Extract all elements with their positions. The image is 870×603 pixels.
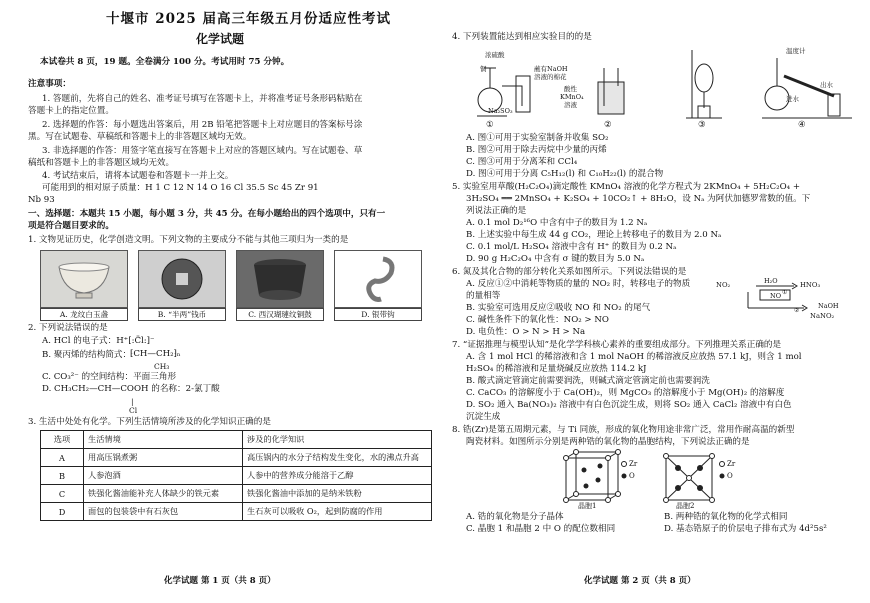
q6-option-d: D. 电负性：O > N > H > Na (466, 327, 586, 337)
q7-stem: 7. “证据推理与模型认知”是化学学科核心素养的重要组成部分。下列推理关系正确的是 (452, 340, 782, 350)
table-header-cell: 涉及的化学知识 (243, 431, 432, 449)
figure-label-4: ④ (798, 120, 806, 130)
q1-option-b: B. “半两”钱币 (138, 308, 226, 321)
table-header-row (41, 431, 432, 449)
table-cell: 生石灰可以吸收 O₂，起到防腐的作用 (243, 503, 432, 521)
table-cell: 高压锅内的水分子结构发生变化，水的沸点升高 (243, 449, 432, 467)
exam-title: 十堰市 2025 届高三年级五月份适应性考试 (106, 11, 391, 27)
footer-page-2: 化学试题 第 2 页（共 8 页） (584, 576, 696, 586)
label-kmno4: KMnO₄ (560, 93, 584, 101)
table-cell: 用高压锅煮粥 (84, 449, 243, 467)
label-copper: 铜 (480, 65, 487, 73)
chlorine-branch: | (131, 397, 134, 406)
diagram-reaction-2: ② (794, 307, 800, 314)
q2-option-b: B. 聚丙烯的结构简式： (42, 350, 132, 360)
section-heading: 项是符合题目要求的。 (28, 221, 114, 231)
polypropylene-ch3: CH₃ (154, 362, 170, 371)
notice-line: 1. 答题前，先将自己的姓名、准考证号填写在答题卡上，并将准考证号条形码粘贴在 (42, 94, 363, 104)
polypropylene-formula: ⁅CH—CH₂⁆ₙ (130, 349, 181, 359)
q8-stem: 8. 锆(Zr)是第五周期元素，与 Ti 同族，形成的氧化物用途非常广泛，常用作耐高温的新型 (452, 425, 795, 435)
coin-image (138, 250, 226, 308)
jade-bowl-image (40, 250, 128, 308)
table-cell: 铁强化酱油能补充人体缺少的铁元素 (84, 485, 243, 503)
q1-option-a: A. 龙纹白玉盏 (40, 308, 128, 321)
chlorine-label: Cl (129, 406, 138, 415)
q7-option-d: D. SO₂ 通入 Ba(NO₃)₂ 溶液中有白色沉淀生成，则将 SO₂ 通入 CaCl₂ 溶液中有白色 (466, 400, 792, 410)
left-page (28, 0, 436, 603)
q5-option-d: D. 90 g H₂C₂O₄ 中含有 σ 键的数目为 5.0 Nₐ (466, 254, 645, 264)
q2-option-d: D. CH₃CH₂—CH—COOH 的名称：2-氯丁酸 (42, 384, 220, 394)
subject-title: 化学试题 (196, 32, 245, 46)
table-cell: 人参泡酒 (84, 467, 243, 485)
label-water-out: 出水 (820, 81, 833, 89)
label-solution: 溶液 (564, 101, 577, 109)
q2-option-c: C. CO₃²⁻ 的空间结构：平面三角形 (42, 372, 177, 382)
exam-info: 本试卷共 8 页，19 题。全卷满分 100 分。考试用时 75 分钟。 (40, 57, 290, 67)
table-header-cell: 生活情境 (84, 431, 243, 449)
atomic-mass-line: Nb 93 (28, 195, 55, 205)
notice-heading: 注意事项： (28, 79, 71, 89)
legend-o-1: O (629, 472, 635, 480)
q3-table (40, 430, 432, 521)
table-cell: B (41, 467, 84, 485)
q8-option-c: C. 晶胞 1 和晶胞 2 中 O 的配位数相同 (466, 524, 616, 534)
table-row (41, 503, 432, 521)
q8-option-b: B. 两种锆的氧化物的化学式相同 (664, 512, 788, 522)
notice-line: 稿纸和答题卡上的非答题区域均无效。 (28, 158, 175, 168)
cell-2-label: 晶胞2 (676, 502, 695, 510)
q8-option-a: A. 锆的氧化物是分子晶体 (466, 512, 564, 522)
label-conc-sulfuric: 浓硫酸 (485, 51, 505, 59)
figure-label-2: ② (604, 120, 612, 130)
q1-option-c: C. 西汉瑚璉纹铜鼓 (236, 308, 324, 321)
q6-option-a-cont: 的量相等 (466, 291, 501, 301)
diagram-no2: NO₂ (716, 281, 731, 289)
legend-o-2: O (727, 472, 733, 480)
q4-option-c: C. 图③可用于分离苯和 CCl₄ (466, 157, 578, 167)
notice-line: 3. 非选择题的作答：用签字笔直接写在答题卡上对应的答题区域内。写在试题卷、草 (42, 146, 363, 156)
label-naoh-cotton-2: 溶液的棉花 (534, 73, 567, 81)
table-cell: C (41, 485, 84, 503)
footer-page-1: 化学试题 第 1 页（共 8 页） (164, 576, 276, 586)
label-thermometer: 温度计 (786, 47, 806, 55)
q6-option-b: B. 实验室可选用反应②吸收 NO 和 NO₂ 的尾气 (466, 303, 651, 313)
q5-option-b: B. 上述实验中每生成 44 g CO₂，理论上转移电子的数目为 2.0 Nₐ (466, 230, 722, 240)
table-row (41, 485, 432, 503)
q5-option-c: C. 0.1 mol/L H₂SO₄ 溶液中含有 H⁺ 的数目为 0.2 Nₐ (466, 242, 677, 252)
q3-stem: 3. 生活中处处有化学。下列生活情境所涉及的化学知识正确的是 (28, 417, 271, 427)
notice-line: 答题卡上的指定位置。 (28, 106, 114, 116)
q1-option-d: D. 银带钩 (334, 308, 422, 321)
diagram-no: NO (770, 292, 782, 300)
q8-stem-cont: 陶瓷材料。如图所示分别是两种锆的氧化物的晶胞结构，下列说法正确的是 (466, 437, 750, 447)
legend-zr-1: Zr (629, 460, 638, 468)
q7-option-b: B. 酸式滴定管滴定前需要润洗，则碱式滴定管滴定前也需要润洗 (466, 376, 710, 386)
diagram-reaction-1: ① (782, 289, 788, 296)
label-na2so3: Na₂SO₃ (488, 107, 513, 115)
right-page (452, 0, 860, 603)
legend-zr-2: Zr (727, 460, 736, 468)
q5-line: 列说法正确的是 (466, 206, 527, 216)
q7-option-d-cont: 沉淀生成 (466, 412, 501, 422)
table-cell: 铁强化酱油中添加的是纳米铁粉 (243, 485, 432, 503)
notice-line: 4. 考试结束后，请将本试题卷和答题卡一并上交。 (42, 171, 234, 181)
diagram-naoh: NaOH (818, 302, 839, 310)
cell-1-label: 晶胞1 (578, 502, 597, 510)
label-naoh-cotton: 蘸有NaOH (534, 65, 568, 73)
q5-option-a: A. 0.1 mol D₂¹⁶O 中含有中子的数目为 1.2 Nₐ (466, 218, 648, 228)
q7-option-c: C. CaCO₃ 的溶解度小于 Ca(OH)₂，则 MgCO₃ 的溶解度小于 Mg(OH)₂ 的溶解度 (466, 388, 785, 398)
table-cell: D (41, 503, 84, 521)
table-row (41, 449, 432, 467)
notice-line: 2. 选择题的作答：每小题选出答案后，用 2B 铅笔把答题卡上对应题目的答案标号涂 (42, 120, 363, 130)
crystal-cells-figure (452, 450, 852, 510)
diagram-hno3: HNO₃ (800, 281, 821, 289)
table-cell: A (41, 449, 84, 467)
silver-hook-image (334, 250, 422, 308)
diagram-nano2: NaNO₂ (810, 312, 835, 320)
table-row (41, 467, 432, 485)
q4-stem: 4. 下列装置能达到相应实验目的的是 (452, 32, 592, 42)
q6-option-c: C. 碱性条件下的氧化性：NO₂ > NO (466, 315, 609, 325)
q7-option-a: A. 含 1 mol HCl 的稀溶液和含 1 mol NaOH 的稀溶液反应放热 57.1 kJ，则含 1 mol (466, 352, 802, 362)
section-heading: 一、选择题：本题共 15 小题，每小题 3 分，共 45 分。在每小题给出的四个选项中，只有一 (28, 209, 386, 219)
q1-stem: 1. 文物见证历史，化学创造文明。下列文物的主要成分不能与其他三项归为一类的是 (28, 235, 349, 245)
bronze-drum-image (236, 250, 324, 308)
label-acidic: 酸性 (564, 85, 577, 93)
q5-line: 5. 实验室用草酸(H₂C₂O₄)滴定酸性 KMnO₄ 溶液的化学方程式为 2KMnO₄ + 5H₂C₂O₄ + (452, 182, 801, 192)
q5-line: 3H₂SO₄ ══ 2MnSO₄ + K₂SO₄ + 10CO₂↑ + 8H₂O，设 Nₐ 为阿伏加德罗常数的值。下 (466, 194, 811, 204)
atomic-mass-line: 可能用到的相对原子质量：H 1 C 12 N 14 O 16 Cl 35.5 Sc 45 Zr 91 (42, 183, 319, 193)
q6-option-a: A. 反应①②中消耗等物质的量的 NO₂ 时，转移电子的物质 (466, 279, 691, 289)
table-cell: 人参中的营养成分能溶于乙醇 (243, 467, 432, 485)
label-water-in: 进水 (786, 95, 799, 103)
table-header-cell: 选项 (41, 431, 84, 449)
q8-option-d: D. 基态锆原子的价层电子排布式为 4d²5s² (664, 524, 827, 534)
q4-option-b: B. 图②可用于除去丙烷中少量的丙烯 (466, 145, 607, 155)
q4-option-d: D. 图④可用于分离 C₅H₁₂(l) 和 C₁₀H₂₂(l) 的混合物 (466, 169, 664, 179)
figure-label-1: ① (486, 120, 494, 130)
table-cell: 面包的包装袋中有石灰包 (84, 503, 243, 521)
q6-stem: 6. 氮及其化合物的部分转化关系如图所示。下列说法错误的是 (452, 267, 687, 277)
figure-label-3: ③ (698, 120, 706, 130)
notice-line: 黑。写在试题卷、草稿纸和答题卡上的非答题区域均无效。 (28, 132, 252, 142)
q2-option-a: A. HCl 的电子式：H⁺[:C̈l:]⁻ (42, 336, 155, 346)
diagram-h2o: H₂O (764, 277, 778, 285)
q7-option-a-cont: H₂SO₄ 的稀溶液和足量烧碱反应放热 114.2 kJ (466, 364, 647, 374)
q2-stem: 2. 下列说法错误的是 (28, 323, 108, 333)
q4-apparatus-figure (462, 46, 860, 126)
q4-option-a: A. 图①可用于实验室制备并收集 SO₂ (466, 133, 609, 143)
